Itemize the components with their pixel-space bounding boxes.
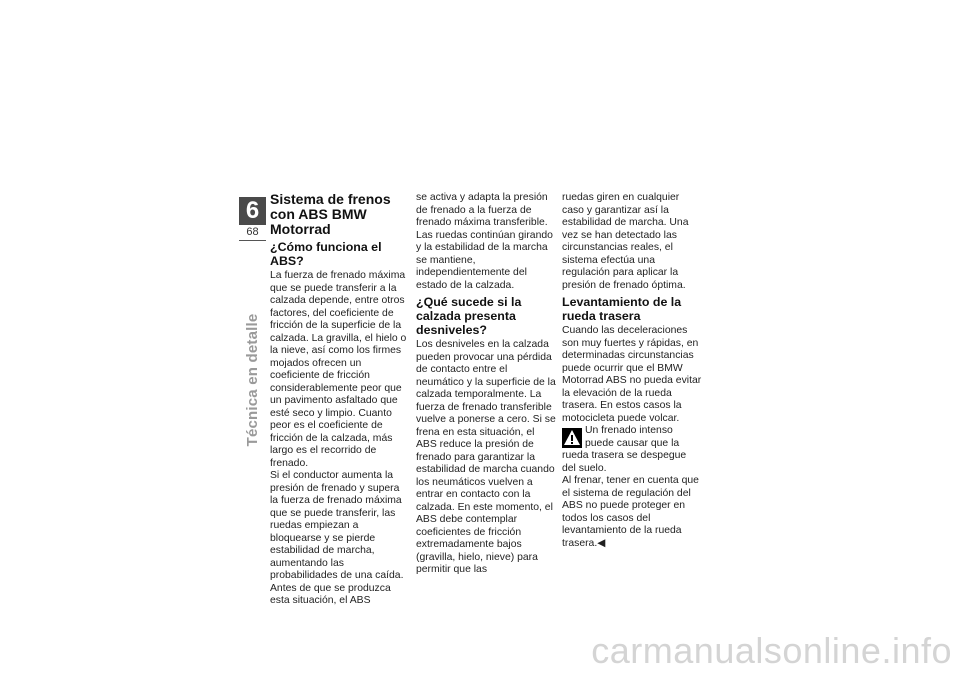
paragraph: se activa y adapta la presión de frenado a la fuerza de frenado máxima transferible. Las ruedas continúan girando y la estabilidad de la marcha se mantiene, independientemente del estado de la calzada.	[416, 192, 553, 291]
text-column-2	[416, 192, 556, 577]
subheading-rear-wheel-lift: Levantamiento de la rueda trasera	[562, 295, 682, 323]
paragraph: Los desniveles en la calzada pueden provocar una pérdida de contacto entre el neumático y la superficie de la calzada temporalmente. La fuerza de frenado transferible vuelve a ponerse a cero. Si se frena en esta situación, el ABS reduce la presión de frenado para garantizar la estabilidad de marcha cuando los neumáticos vuelven a entrar en contacto con la calzada. En este momento, el ABS debe contemplar coeficientes de fricción extremadamente bajos (gravilla, hielo, nieve) para permitir que las	[416, 339, 556, 575]
warning-text: Un frenado intenso puede causar que la rueda trasera se despegue del suelo.	[562, 425, 687, 474]
paragraph: La fuerza de frenado máxima que se puede transferir a la calzada depende, entre otros factores, del coeficiente de fricción de la superficie de la calzada. La gravilla, el hielo o la nieve, así como los firmes mojados ofrecen un coeficiente de fricción considerablemente peor que un pavimento asfaltado que esté seco y limpio. Cuanto peor es el coeficiente de fricción de la calzada, más largo es el recorrido de frenado.	[270, 270, 407, 469]
paragraph: Cuando las deceleraciones son muy fuertes y rápidas, en determinadas circunstancias puede ocurrir que el BMW Motorrad ABS no pueda evitar la elevación de la rueda trasera. En estos casos la motocicleta puede volcar.	[562, 325, 702, 424]
warning-icon	[562, 428, 582, 448]
chapter-number: 6	[239, 197, 266, 225]
text-column-1	[270, 192, 410, 608]
section-title: Técnica en detalle	[244, 313, 261, 447]
page-number: 68	[246, 226, 259, 238]
end-mark: ◀	[597, 537, 606, 549]
paragraph: ruedas giren en cualquier caso y garantizar así la estabilidad de marcha. Una vez se han detectado las circunstancias reales, el sistema efectúa una regulación para aplicar la presión de frenado óptima.	[562, 192, 689, 291]
paragraph: Si el conductor aumenta la presión de frenado y supera la fuerza de frenado máxima que se puede transferir, las ruedas empiezan a bloquearse y se pierde estabilidad de marcha, aumentando las probabilidades de una caída. Antes de que se produzca esta situación, el ABS	[270, 470, 404, 606]
paragraph-text: Al frenar, tener en cuenta que el sistema de regulación del ABS no puede proteger en todos los casos del levantamiento de la rueda trasera.	[562, 475, 699, 549]
text-column-3	[562, 192, 702, 550]
page-number-rule	[239, 240, 266, 241]
paragraph	[562, 475, 702, 550]
section-heading: Sistema de frenos con ABS BMW Motorrad	[270, 191, 391, 237]
warning-note	[562, 425, 702, 475]
subheading-how-abs-works: ¿Cómo funciona el ABS?	[270, 240, 382, 268]
watermark: carmanualsonline.info	[591, 630, 952, 671]
subheading-uneven-road: ¿Qué sucede si la calzada presenta desniveles?	[416, 295, 522, 337]
